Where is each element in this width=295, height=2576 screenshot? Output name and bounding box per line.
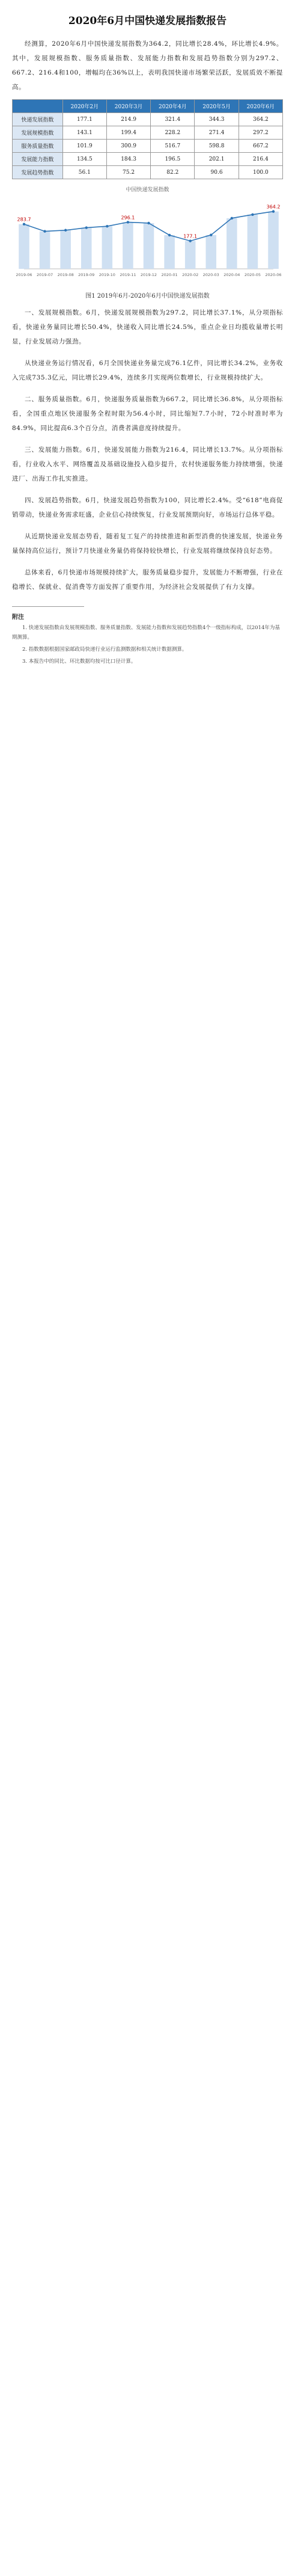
report-title: 2020年6月中国快递发展指数报告 [68, 15, 227, 27]
note-item: 2. 指数数据根据国家邮政局快递行业运行监测数据和相关统计数据测算。 [22, 647, 187, 653]
table-row-label: 发展能力指数 [13, 153, 63, 166]
x-tick-label: 2019-09 [78, 272, 95, 277]
table-cell: 100.0 [239, 166, 282, 179]
index-table [12, 99, 283, 179]
bar-mark [60, 230, 71, 269]
section-paragraph: 总体来看，6月快递市场规模持续扩大，服务质量稳步提升，发展能力不断增强，行业在稳增长、保就业、促消费等方面发挥了重要作用，为经济社会发展提供了有力支撑。 [12, 569, 283, 591]
table-row-label: 发展趋势指数 [13, 166, 63, 179]
bar-mark [40, 232, 50, 269]
table-cell: 344.3 [195, 113, 239, 126]
section-paragraph: 从近期快递业发展态势看，随着复工复产的持续推进和新型消费的快速发展，快递业务量保持高位运行，预计7月快递业务量仍将保持较快增长，行业发展将继续保持良好态势。 [12, 533, 283, 555]
data-point [106, 225, 108, 227]
table-cell: 321.4 [151, 113, 195, 126]
data-label: 177.1 [183, 233, 198, 239]
bar-mark [268, 212, 279, 269]
table-header-row [13, 100, 283, 113]
table-header-cell: 2020年5月 [195, 100, 239, 113]
x-tick-label: 2019-06 [16, 272, 32, 277]
table-cell: 516.7 [151, 140, 195, 153]
paragraph-gap [12, 387, 283, 392]
chart-title: 中国快递发展指数 [126, 187, 169, 193]
section-paragraph: 二、服务质量指数。6月，快递服务质量指数为667.2，同比增长36.8%，从分项指标看，全国重点地区快递服务全程时限为56.4小时，同比缩短7.7小时，72小时准时率为84.9%，同比提高6.3个百分点，消费者满意度持续提升。 [12, 396, 283, 432]
x-tick-label: 2020-01 [161, 272, 178, 277]
paragraph-gap [12, 597, 283, 601]
x-tick-label: 2019-07 [36, 272, 53, 277]
notes-divider [12, 606, 84, 607]
section-paragraph: 四、发展趋势指数。6月，快递发展趋势指数为100，同比增长2.4%。受“618”电商促销带动，快递业务需求旺盛，企业信心持续恢复，行业发展预期向好，市场运行总体平稳。 [12, 497, 283, 518]
table-cell: 214.9 [106, 113, 150, 126]
table-row-label: 服务质量指数 [13, 140, 63, 153]
table-body [13, 113, 283, 179]
x-tick-label: 2020-05 [244, 272, 261, 277]
table-header-cell: 2020年4月 [151, 100, 195, 113]
data-point [231, 217, 233, 220]
table-row-label: 快递发展指数 [13, 113, 63, 126]
table-cell: 75.2 [106, 166, 150, 179]
table-cell: 202.1 [195, 153, 239, 166]
bar-mark [164, 235, 175, 269]
section-paragraph: 从快递业务运行情况看，6月全国快递业务量完成76.1亿件，同比增长34.2%，业务收入完成735.3亿元，同比增长29.4%，连续多月实现两位数增长，行业规模持续扩大。 [12, 360, 283, 381]
table-cell: 177.1 [62, 113, 106, 126]
bar-mark [123, 222, 133, 269]
bar-mark [81, 228, 92, 269]
table-row [13, 140, 283, 153]
bar-mark [102, 226, 113, 269]
table-row [13, 153, 283, 166]
paragraph-gap [12, 524, 283, 529]
data-point [210, 234, 212, 236]
data-label: 364.2 [266, 204, 281, 210]
table-row [13, 166, 283, 179]
table-cell: 199.4 [106, 126, 150, 140]
data-point [43, 230, 46, 232]
bar-mark [19, 224, 29, 269]
section-paragraph: 三、发展能力指数。6月，快递发展能力指数为216.4，同比增长13.7%。从分项指标看，行业收入水平、网络覆盖及基础设施投入稳步提升，农村快递服务能力持续增强，快递进厂、出海工作扎实推进。 [12, 446, 283, 482]
x-tick-label: 2020-03 [202, 272, 219, 277]
table-row [13, 126, 283, 140]
data-point [85, 226, 88, 229]
data-point [251, 214, 254, 216]
table-cell: 56.1 [62, 166, 106, 179]
x-tick-label: 2019-10 [99, 272, 115, 277]
data-point [168, 234, 171, 236]
x-tick-label: 2020-04 [224, 272, 240, 277]
table-cell: 134.5 [62, 153, 106, 166]
table-header-cell [13, 100, 63, 113]
figure-caption: 图1 2019年6月-2020年6月中国快递发展指数 [85, 293, 210, 300]
table-header-cell: 2020年2月 [62, 100, 106, 113]
data-point [64, 229, 67, 232]
paragraph-gap [12, 488, 283, 493]
note-item: 3. 本报告中的同比、环比数据均按可比口径计算。 [22, 659, 136, 665]
table-cell: 297.2 [239, 126, 282, 140]
bar-mark [144, 223, 154, 269]
bar-mark [205, 235, 216, 269]
table-cell: 228.2 [151, 126, 195, 140]
table-row [13, 113, 283, 126]
table-cell: 598.8 [195, 140, 239, 153]
x-tick-label: 2020-02 [182, 272, 199, 277]
x-tick-label: 2019-12 [140, 272, 157, 277]
intro-paragraph: 经测算，2020年6月中国快递发展指数为364.2，同比增长28.4%，环比增长4.9%。其中，发展规模指数、服务质量指数、发展能力指数和发展趋势指数分别为297.2、667.2、216.4和100，增幅均在36%以上，表明我国快递市场繁荣活跃，发展质效不断提高。 [12, 40, 283, 91]
bar-mark [248, 215, 258, 269]
bar-mark [185, 241, 196, 269]
table-header-cell: 2020年3月 [106, 100, 150, 113]
table-cell: 101.9 [62, 140, 106, 153]
table-cell: 667.2 [239, 140, 282, 153]
table-header-cell: 2020年6月 [239, 100, 282, 113]
x-tick-label: 2019-11 [120, 272, 136, 277]
x-tick-label: 2019-08 [57, 272, 74, 277]
data-label: 283.7 [17, 217, 31, 223]
x-tick-label: 2020-06 [265, 272, 282, 277]
notes-title: 附注 [12, 614, 24, 621]
note-item: 1. 快递发展指数由发展规模指数、服务质量指数、发展能力指数和发展趋势指数4个一级指标构成，以2014年为基期测算。 [12, 625, 280, 641]
table-cell: 184.3 [106, 153, 150, 166]
table-cell: 90.6 [195, 166, 239, 179]
data-point [272, 210, 275, 212]
index-chart [12, 185, 283, 287]
table-cell: 300.9 [106, 140, 150, 153]
data-point [147, 222, 150, 224]
data-point [189, 239, 191, 242]
paragraph-gap [12, 438, 283, 443]
report-sections [12, 306, 283, 601]
table-row-label: 发展规模指数 [13, 126, 63, 140]
section-paragraph: 一、发展规模指数。6月，快递发展规模指数为297.2，同比增长37.1%，从分项指标看，快递业务量同比增长50.4%，快递收入同比增长24.5%，重点企业日均揽收量增长明显，行业发展动力强劲。 [12, 309, 283, 345]
table-cell: 271.4 [195, 126, 239, 140]
table-cell: 143.1 [62, 126, 106, 140]
line-chart-svg [12, 194, 283, 284]
table-cell: 82.2 [151, 166, 195, 179]
table-cell: 196.5 [151, 153, 195, 166]
paragraph-gap [12, 351, 283, 356]
table-cell: 364.2 [239, 113, 282, 126]
table-cell: 216.4 [239, 153, 282, 166]
bar-mark [227, 218, 237, 269]
data-point [23, 223, 25, 225]
paragraph-gap [12, 561, 283, 565]
report-page [12, 0, 283, 683]
notes-list [12, 623, 283, 666]
data-label: 296.1 [121, 215, 135, 221]
data-point [127, 221, 129, 223]
